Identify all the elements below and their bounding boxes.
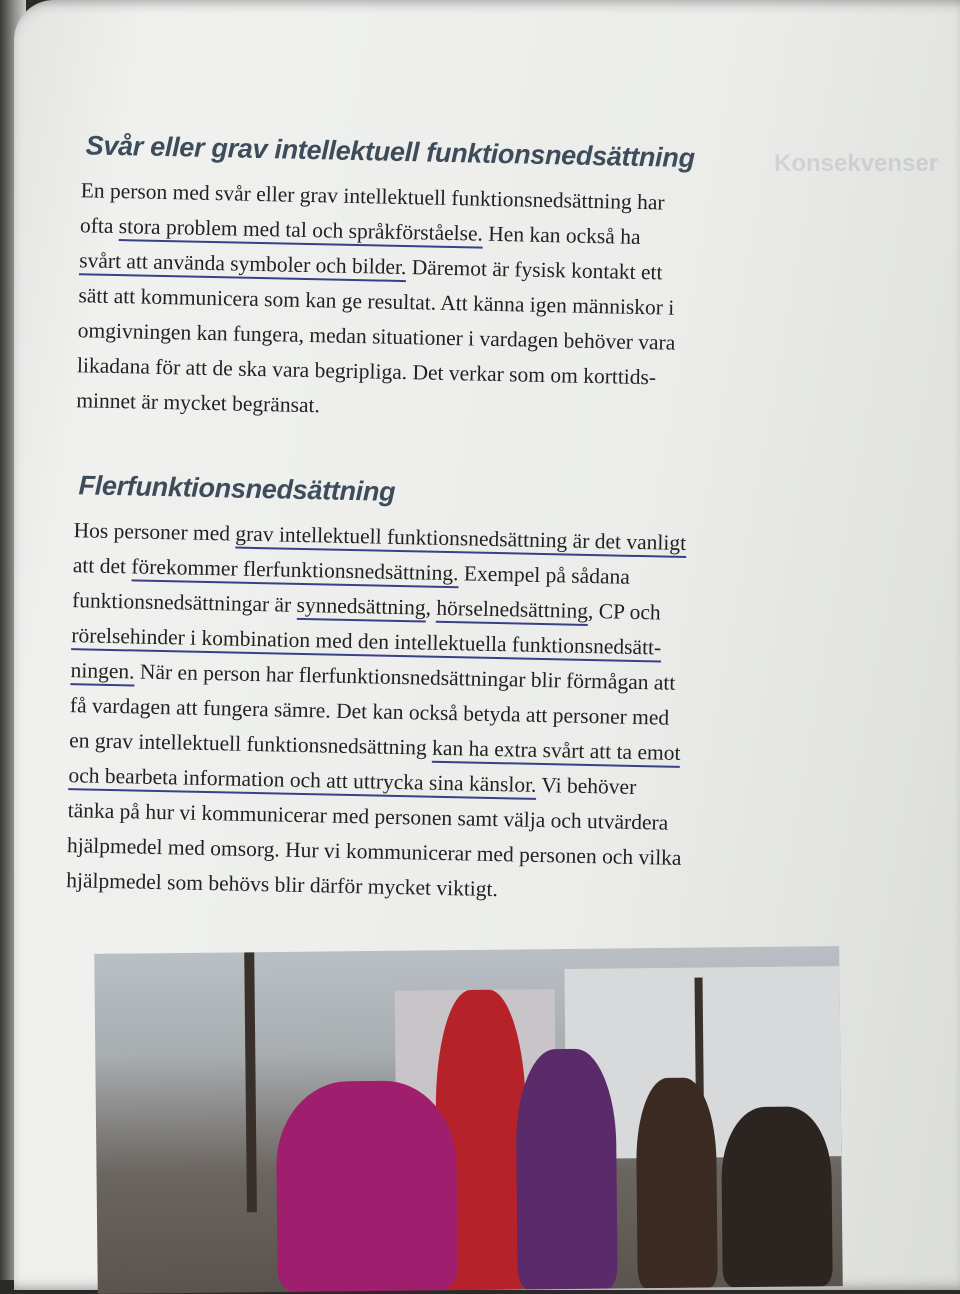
text-line: omgivningen kan fungera, medan situationer i vardagen behöver vara xyxy=(77,318,676,355)
text-segment: , CP och xyxy=(587,598,661,625)
page-content xyxy=(54,130,860,914)
underlined-text: hörselnedsättning xyxy=(436,596,588,626)
underlined-text: svårt att använda symboler och bilder. xyxy=(79,248,407,282)
text-segment: ofta xyxy=(79,213,120,239)
underlined-text: och bearbeta information och att uttrycka sina känslor. xyxy=(68,763,537,800)
text-line: minnet är mycket begränsat. xyxy=(76,388,321,418)
text-segment: att det xyxy=(72,553,132,579)
text-segment: funktionsnedsättningar är xyxy=(71,588,297,617)
photo-wheelchair-walk xyxy=(94,946,843,1294)
underlined-text: ningen. xyxy=(70,658,134,686)
text-segment: Exempel på sådana xyxy=(458,561,631,589)
text-segment: Vi behöver xyxy=(536,772,637,800)
text-line: tänka på hur vi kommunicerar med personen samt välja och utvärdera xyxy=(67,798,669,835)
underlined-text: kan ha extra svårt att ta emot xyxy=(432,736,681,768)
underlined-text: stora problem med tal och språkförståelse. xyxy=(118,214,483,249)
text-segment: Däremot är fysisk kontakt ett xyxy=(406,255,663,285)
text-line: likadana för att de ska vara begripliga. Det verkar som om korttids- xyxy=(76,353,657,390)
text-line: sätt att kommunicera som kan ge resultat. Att känna igen människor i xyxy=(78,283,675,320)
underlined-text: rörelsehinder i kombination med den intellektuella funktionsnedsätt- xyxy=(71,623,661,662)
text-segment: en grav intellektuell funktionsnedsättning xyxy=(68,728,433,760)
section-paragraph-severe xyxy=(76,173,851,434)
underlined-text: synnedsättning xyxy=(296,593,426,623)
section-paragraph-multiple xyxy=(66,513,844,914)
text-segment: När en person har flerfunktionsnedsättningar blir förmågan att xyxy=(134,659,676,695)
text-line: hjälpmedel med omsorg. Hur vi kommunicerar med personen och vilka xyxy=(66,833,682,870)
text-segment: Hen kan också ha xyxy=(482,221,641,249)
text-line: En person med svår eller grav intellektuell funktionsnedsättning har xyxy=(80,178,665,215)
section-heading-severe: Svår eller grav intellektuell funktionsnedsättning xyxy=(85,130,696,174)
bleed-through-text: Konsekvenser xyxy=(774,150,939,177)
section-heading-multiple: Flerfunktionsnedsättning xyxy=(78,470,396,507)
text-line: hjälpmedel som behövs blir därför mycket viktigt. xyxy=(66,868,499,902)
text-segment: , xyxy=(425,595,437,620)
text-line: få vardagen att fungera sämre. Det kan också betyda att personer med xyxy=(69,693,670,730)
underlined-text: grav intellektuell funktionsnedsättning är det vanligt xyxy=(235,522,686,558)
underlined-text: förekommer flerfunktionsnedsättning. xyxy=(131,554,459,588)
text-segment: Hos personer med xyxy=(73,518,236,546)
